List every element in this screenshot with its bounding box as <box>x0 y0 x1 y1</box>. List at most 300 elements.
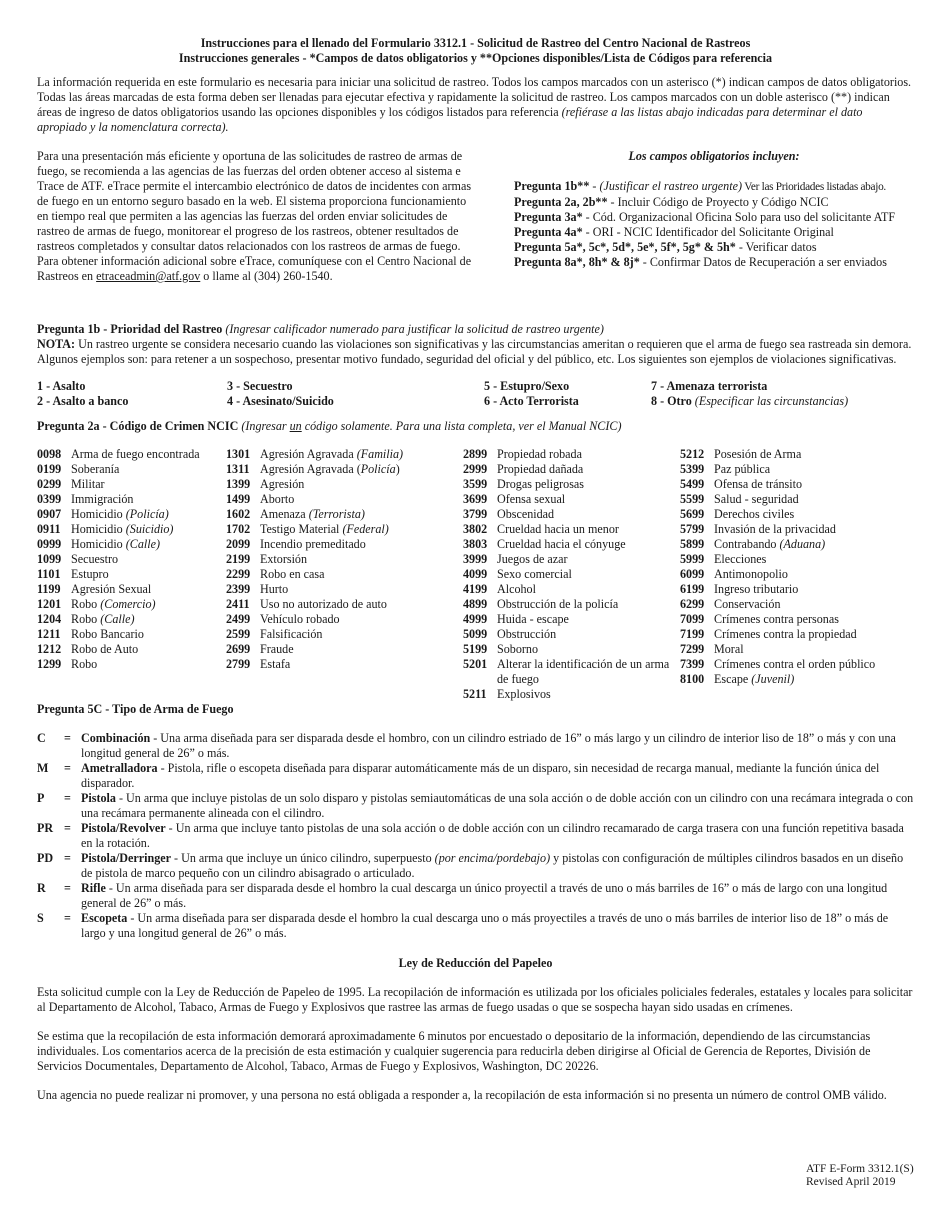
ncic-description: Robo (Comercio) <box>71 597 156 611</box>
weapon-code: S <box>37 911 44 925</box>
ncic-code-row <box>226 567 463 582</box>
priority-item: 4 - Asesinato/Suicido <box>227 394 334 408</box>
required-field-extra: Ver las Prioridades listadas abajo. <box>741 181 886 193</box>
ncic-code-row <box>37 567 226 582</box>
ncic-code: 2399 <box>226 582 251 596</box>
ncic-code-row <box>37 537 226 552</box>
weapon-equals: = <box>64 851 71 865</box>
ncic-code-row <box>463 642 680 657</box>
weapon-type-item <box>37 761 914 791</box>
ncic-description-qualifier: (Comercio) <box>100 597 156 611</box>
etrace-email-link[interactable]: etraceadmin@atf.gov <box>96 269 201 283</box>
ncic-description: Antimonopolio <box>714 567 788 581</box>
weapon-code: P <box>37 791 45 805</box>
ncic-description: Elecciones <box>714 552 767 566</box>
ncic-description: Robo (Calle) <box>71 612 135 626</box>
priority-section <box>37 322 914 409</box>
weapon-description: Pistola/Derringer - Un arma que incluye un único cilindro, superpuesto (por encima/pordebajo) y pistolas con configuración de múltiples cilindros basados en un diseño de pistola de marco pequeño con un cilindro abisagrado o articulado. <box>81 851 904 880</box>
ncic-code: 1301 <box>226 447 251 461</box>
form-footer <box>806 1163 914 1189</box>
ncic-description: Conservación <box>714 597 781 611</box>
ncic-description-qualifier: (Policía) <box>125 507 169 521</box>
ncic-description: Agresión Agravada (Policía) <box>260 462 400 476</box>
ncic-description: Crímenes contra la propiedad <box>714 627 857 641</box>
ncic-code: 3803 <box>463 537 488 551</box>
weapon-equals: = <box>64 761 71 775</box>
paperwork-heading: Ley de Reducción del Papeleo <box>398 956 553 970</box>
weapon-description: Rifle - Un arma diseñada para ser disparada desde el hombro la cual descarga un único proyectil a través de uno o más barriles de 16” o más de largo con una longitud general de 26” o más. <box>81 881 888 910</box>
ncic-code: 7399 <box>680 657 705 671</box>
weapon-equals: = <box>64 821 71 835</box>
priority-item: 5 - Estupro/Sexo <box>484 379 570 393</box>
weapon-type-item <box>37 821 914 851</box>
ncic-code: 3699 <box>463 492 488 506</box>
ncic-code: 5199 <box>463 642 488 656</box>
ncic-code: 2199 <box>226 552 251 566</box>
ncic-code-grid <box>37 447 914 702</box>
ncic-description: Vehículo robado <box>260 612 340 626</box>
ncic-description: Ingreso tributario <box>714 582 799 596</box>
ncic-code: 4199 <box>463 582 488 596</box>
ncic-description-qualifier: (Calle) <box>125 537 161 551</box>
ncic-description: Robo Bancario <box>71 627 144 641</box>
ncic-description: Soborno <box>497 642 538 656</box>
ncic-code-row <box>37 612 226 627</box>
ncic-code: 5499 <box>680 477 705 491</box>
page-title: Instrucciones para el llenado del Formulario 3312.1 - Solicitud de Rastreo del Centro Nacional de Rastreos <box>200 36 751 50</box>
ncic-code: 7299 <box>680 642 705 656</box>
ncic-code: 3999 <box>463 552 488 566</box>
ncic-code: 0299 <box>37 477 62 491</box>
ncic-code-row <box>463 522 680 537</box>
weapon-type-item <box>37 731 914 761</box>
ncic-description: Ofensa sexual <box>497 492 566 506</box>
ncic-column <box>37 447 226 702</box>
ncic-code-row <box>37 597 226 612</box>
required-field-item <box>514 255 914 270</box>
ncic-code-row <box>226 612 463 627</box>
ncic-description: Drogas peligrosas <box>497 477 584 491</box>
ncic-code: 1211 <box>37 627 61 641</box>
ncic-code-row <box>680 492 914 507</box>
ncic-description: Juegos de azar <box>497 552 568 566</box>
ncic-description: Testigo Material (Federal) <box>260 522 389 536</box>
weapon-code: PR <box>37 821 54 835</box>
ncic-code: 3799 <box>463 507 488 521</box>
ncic-description: Agresión <box>260 477 305 491</box>
ncic-section <box>37 419 914 702</box>
required-fields-box <box>514 149 914 284</box>
ncic-description: Agresión Agravada (Familia) <box>260 447 404 461</box>
ncic-code: 2411 <box>226 597 250 611</box>
ncic-description: Arma de fuego encontrada <box>71 447 200 461</box>
weapon-note: (por encima/pordebajo) <box>434 851 551 865</box>
ncic-description: Soberanía <box>71 462 120 476</box>
weapon-equals: = <box>64 881 71 895</box>
ncic-note-u: un <box>289 419 302 433</box>
ncic-code-row <box>37 522 226 537</box>
ncic-description: Obstrucción <box>497 627 557 641</box>
ncic-code: 5999 <box>680 552 705 566</box>
ncic-code-row <box>463 627 680 642</box>
ncic-code: 1201 <box>37 597 62 611</box>
weapon-name: Combinación <box>81 731 151 745</box>
ncic-code-row <box>226 462 463 477</box>
ncic-code-row <box>680 612 914 627</box>
ncic-code: 2999 <box>463 462 488 476</box>
ncic-code-row <box>680 642 914 657</box>
ncic-code-row <box>37 447 226 462</box>
required-fields-title: Los campos obligatorios incluyen: <box>628 149 800 163</box>
page-subtitle: Instrucciones generales - *Campos de datos obligatorios y **Opciones disponibles/Lista de Códigos para referencia <box>178 51 773 65</box>
ncic-code-row <box>226 642 463 657</box>
required-field-item <box>514 210 914 225</box>
ncic-description: Robo de Auto <box>71 642 139 656</box>
form-revised: Revised April 2019 <box>806 1176 896 1188</box>
ncic-description: Propiedad robada <box>497 447 582 461</box>
ncic-code: 2599 <box>226 627 251 641</box>
ncic-code-row <box>463 612 680 627</box>
ncic-code-row <box>37 507 226 522</box>
ncic-heading: Pregunta 2a - Código de Crimen NCIC <box>37 419 239 433</box>
weapon-equals: = <box>64 911 71 925</box>
priority-item-otro-label: 8 - Otro <box>651 394 692 408</box>
ncic-description-qualifier: (Suicidio) <box>125 522 174 536</box>
ncic-code: 1212 <box>37 642 62 656</box>
ncic-code: 1602 <box>226 507 251 521</box>
nota-text: Un rastreo urgente se considera necesario cuando las violaciones son significativas y las circumstancias ameritan o requieren que el arma de fuego sea rastreada sin demora. Algunos ejemplos son: para retener a un sospechoso, presentar motivo fundado, seguridad del oficial y del público, etc. Los siguientes son ejemplos de violaciones significativas. <box>37 337 912 366</box>
ncic-code-row <box>680 627 914 642</box>
ncic-code-row <box>37 552 226 567</box>
ncic-column <box>226 447 463 702</box>
ncic-description: Alcohol <box>497 582 536 596</box>
priority-item: 6 - Acto Terrorista <box>484 394 579 408</box>
ncic-code-row <box>226 477 463 492</box>
required-field-label: Pregunta 8a*, 8h* & 8j* <box>514 255 640 269</box>
ncic-description: Huida - escape <box>497 612 569 626</box>
ncic-description: Crueldad hacia el cónyuge <box>497 537 626 551</box>
ncic-description: Homicidio (Suicidio) <box>71 522 174 536</box>
weapon-type-item <box>37 851 914 881</box>
required-field-note: (Justificar el rastreo urgente) <box>599 179 742 193</box>
ncic-code: 0098 <box>37 447 62 461</box>
weapon-description: Pistola - Un arma que incluye pistolas de un solo disparo y pistolas semiautomáticas de una sola acción o de doble acción con un cilindro con una recámara integrada o con una recámara permanente alineada con el cilindro. <box>81 791 914 820</box>
ncic-description: Homicidio (Calle) <box>71 537 161 551</box>
ncic-code: 4999 <box>463 612 488 626</box>
ncic-code-row <box>463 447 680 462</box>
weapon-description: Escopeta - Un arma diseñada para ser disparada desde el hombro la cual descarga uno o más proyectiles a través de uno o más barriles de interior liso de 18” o más de largo y una longitud general de 26” o más. <box>81 911 889 940</box>
priority-heading: Pregunta 1b - Prioridad del Rastreo <box>37 322 223 336</box>
priority-item-otro-note: (Especificar las circunstancias) <box>691 394 849 408</box>
ncic-code: 7199 <box>680 627 705 641</box>
ncic-code: 1204 <box>37 612 62 626</box>
ncic-code: 2099 <box>226 537 251 551</box>
weapon-type-item <box>37 791 914 821</box>
ncic-heading-note <box>238 419 621 433</box>
weapon-name: Pistola <box>81 791 116 805</box>
ncic-code-row <box>680 567 914 582</box>
ncic-code: 1399 <box>226 477 251 491</box>
ncic-description-qualifier: Policía <box>360 462 396 476</box>
instructions-page <box>37 36 914 1103</box>
ncic-code-row <box>463 462 680 477</box>
ncic-code: 1199 <box>37 582 61 596</box>
ncic-description: Derechos civiles <box>714 507 795 521</box>
priority-item: 1 - Asalto <box>37 379 86 393</box>
priority-item-otro <box>651 394 914 409</box>
ncic-code: 2899 <box>463 447 488 461</box>
required-field-item <box>514 179 914 195</box>
ncic-description-qualifier: (Juvenil) <box>751 672 795 686</box>
ncic-description: Escape (Juvenil) <box>714 672 795 686</box>
ncic-code-row <box>226 582 463 597</box>
ncic-code-row <box>463 582 680 597</box>
required-fields-list <box>514 179 914 270</box>
ncic-description: Fraude <box>260 642 294 656</box>
ncic-description: Invasión de la privacidad <box>714 522 836 536</box>
ncic-code: 4099 <box>463 567 488 581</box>
ncic-code-row <box>226 627 463 642</box>
ncic-code-row <box>680 477 914 492</box>
ncic-description: Ofensa de tránsito <box>714 477 802 491</box>
ncic-description: Paz pública <box>714 462 771 476</box>
ncic-code: 5212 <box>680 447 705 461</box>
etrace-text: Para una presentación más eficiente y oportuna de las solicitudes de rastreo de armas de fuego, se recomienda a las agencias de las fuerzas del orden obtener acceso al sistema e Trace de ATF. eTrace permite el intercambio electrónico de datos de incidentes con armas de fuego en un entorno seguro basado en la web. El sistema proporciona funcionamiento en tiempo real que permiten a las agencias las fuerzas del orden enviar solicitudes de rastreo de armas de fuego, monitorear el progreso de los rastreos, obtener resultados de rastreos completados y consultar datos relacionados con los rastreos de armas de fuego. Para obtener información adicional sobre eTrace, comuníquese con el Centro Nacional de Rastreos en <box>37 149 472 283</box>
ncic-code-row <box>463 507 680 522</box>
ncic-code-row <box>37 582 226 597</box>
intro-paragraph <box>37 75 914 135</box>
ncic-description: Salud - seguridad <box>714 492 799 506</box>
ncic-code-row <box>226 492 463 507</box>
weapon-name: Pistola/Derringer <box>81 851 172 865</box>
ncic-code-row <box>680 522 914 537</box>
ncic-description: Crueldad hacia un menor <box>497 522 619 536</box>
ncic-code-row <box>226 552 463 567</box>
required-field-label: Pregunta 3a* <box>514 210 583 224</box>
required-field-text: - Verificar datos <box>735 240 817 254</box>
weapon-type-item <box>37 911 914 941</box>
ncic-code: 5211 <box>463 687 487 701</box>
ncic-description: Posesión de Arma <box>714 447 802 461</box>
priority-grid <box>37 379 914 409</box>
ncic-code-row <box>37 492 226 507</box>
ncic-code-row <box>680 582 914 597</box>
ncic-description-qualifier: (Terrorista) <box>308 507 365 521</box>
ncic-code: 2499 <box>226 612 251 626</box>
ncic-code: 5099 <box>463 627 488 641</box>
ncic-code: 0911 <box>37 522 61 536</box>
ncic-description: Extorsión <box>260 552 308 566</box>
weapon-type-list <box>37 731 914 941</box>
ncic-code: 3802 <box>463 522 488 536</box>
ncic-description: Explosivos <box>497 687 551 701</box>
etrace-after: o llame al (304) 260-1540. <box>200 269 333 283</box>
ncic-code-row <box>37 627 226 642</box>
ncic-code-row <box>680 447 914 462</box>
required-field-item <box>514 240 914 255</box>
ncic-code-row <box>463 597 680 612</box>
required-field-label: Pregunta 5a*, 5c*, 5d*, 5e*, 5f*, 5g* & 5h* <box>514 240 736 254</box>
ncic-code-row <box>226 537 463 552</box>
ncic-column <box>463 447 680 702</box>
weapon-description: Pistola/Revolver - Un arma que incluye tanto pistolas de una sola acción o de doble acción con un cilindro recamarado de carga trasera con una función repetitiva basada en la rotación. <box>81 821 904 850</box>
ncic-description-qualifier: (Calle) <box>100 612 135 626</box>
ncic-code: 1101 <box>37 567 61 581</box>
weapon-description: Combinación - Una arma diseñada para ser disparada desde el hombro, con un cilindro estriado de 16” o más largo y un cilindro de interior liso de 18” o más y con una longitud general de 26” o más. <box>81 731 896 760</box>
ncic-description: Uso no autorizado de auto <box>260 597 387 611</box>
ncic-description: Contrabando (Aduana) <box>714 537 826 551</box>
form-number: ATF E-Form 3312.1(S) <box>806 1163 914 1175</box>
ncic-description: Amenaza (Terrorista) <box>260 507 365 521</box>
ncic-code-row <box>680 462 914 477</box>
ncic-code-row <box>37 657 226 672</box>
ncic-code: 3599 <box>463 477 488 491</box>
ncic-code: 1311 <box>226 462 250 476</box>
ncic-heading-line <box>37 419 914 434</box>
required-field-text: - Confirmar Datos de Recuperación a ser enviados <box>639 255 887 269</box>
ncic-code-row <box>680 597 914 612</box>
ncic-code: 4899 <box>463 597 488 611</box>
weapon-name: Pistola/Revolver <box>81 821 166 835</box>
ncic-code: 6199 <box>680 582 705 596</box>
ncic-description: Propiedad dañada <box>497 462 584 476</box>
ncic-description: Militar <box>71 477 105 491</box>
ncic-description: Crímenes contra el orden público <box>714 657 876 671</box>
required-field-item <box>514 225 914 240</box>
ncic-code: 5799 <box>680 522 705 536</box>
intro-italic: (refiérase a las listas abajo indicadas para determinar el dato apropiado y la nomenclatura correcta). <box>37 105 863 134</box>
weapon-section <box>37 702 914 941</box>
intro-text: La información requerida en este formulario es necesaria para iniciar una solicitud de rastreo. Todos los campos marcados con un asterisco (*) indican campos de datos obligatorios. Todas las áreas marcadas de esta forma deben ser llenadas para ejecutar efectiva y rapidamente la solicitud de rastreo. Los campos marcados con un doble asterisco (**) indican áreas de ingreso de datos obligatorios usando las opciones disponibles y los códigos listados para referencia <box>37 75 912 119</box>
ncic-code-row <box>226 597 463 612</box>
ncic-code: 5599 <box>680 492 705 506</box>
ncic-description-qualifier: (Aduana) <box>779 537 826 551</box>
ncic-description-qualifier: (Familia) <box>356 447 404 461</box>
ncic-description: Estupro <box>71 567 109 581</box>
required-field-label: Pregunta 1b** <box>514 179 590 193</box>
weapon-equals: = <box>64 731 71 745</box>
ncic-code: 8100 <box>680 672 705 686</box>
ncic-description: Hurto <box>260 582 289 596</box>
ncic-code-row <box>680 507 914 522</box>
ncic-description: Obscenidad <box>497 507 555 521</box>
ncic-description: Obstrucción de la policía <box>497 597 619 611</box>
required-field-text: - <box>589 179 600 193</box>
ncic-code-row <box>680 537 914 552</box>
required-field-label: Pregunta 4a* <box>514 225 583 239</box>
priority-item: 2 - Asalto a banco <box>37 394 129 408</box>
required-field-text: - Incluir Código de Proyecto y Código NCIC <box>607 195 829 209</box>
nota-label: NOTA: <box>37 337 76 351</box>
priority-item: 7 - Amenaza terrorista <box>651 379 768 393</box>
weapon-name: Rifle <box>81 881 106 895</box>
ncic-code-row <box>226 522 463 537</box>
ncic-code: 5699 <box>680 507 705 521</box>
ncic-code: 2699 <box>226 642 251 656</box>
ncic-code-row <box>680 552 914 567</box>
ncic-description: Secuestro <box>71 552 119 566</box>
ncic-code-row <box>463 492 680 507</box>
ncic-code-row <box>37 477 226 492</box>
ncic-code: 6299 <box>680 597 705 611</box>
weapon-name: Escopeta <box>81 911 128 925</box>
required-field-text: - ORI - NCIC Identificador del Solicitante Original <box>582 225 834 239</box>
weapon-code: PD <box>37 851 54 865</box>
ncic-description: Falsificación <box>260 627 323 641</box>
ncic-code-row <box>226 447 463 462</box>
ncic-description: Immigración <box>71 492 134 506</box>
ncic-description: Aborto <box>260 492 295 506</box>
ncic-code: 1702 <box>226 522 251 536</box>
weapon-code: R <box>37 881 46 895</box>
ncic-description: Sexo comercial <box>497 567 572 581</box>
ncic-code: 7099 <box>680 612 705 626</box>
ncic-code: 1099 <box>37 552 62 566</box>
ncic-code-row <box>226 657 463 672</box>
ncic-code: 0399 <box>37 492 62 506</box>
ncic-code-row <box>680 672 914 687</box>
ncic-code: 5201 <box>463 657 488 671</box>
required-field-item <box>514 195 914 210</box>
weapon-heading: Pregunta 5C - Tipo de Arma de Fuego <box>37 702 234 716</box>
ncic-code-row <box>463 552 680 567</box>
ncic-code-row <box>463 687 680 702</box>
weapon-name: Ametralladora <box>81 761 158 775</box>
ncic-code-row <box>37 642 226 657</box>
ncic-description: Robo <box>71 657 98 671</box>
ncic-description: Moral <box>714 642 744 656</box>
etrace-paragraph <box>37 149 472 284</box>
paperwork-p1: Esta solicitud cumple con la Ley de Reducción de Papeleo de 1995. La recopilación de información es utilizada por los oficiales policiales federales, estatales y locales para solicitar al Departamento de Alcohol, Tabaco, Armas de Fuego y Explosivos que rastree las armas de fuego usadas o que se sospecha hayan sido usadas en crímenes. <box>37 985 913 1014</box>
priority-item: 3 - Secuestro <box>227 379 293 393</box>
required-field-text: - Cód. Organizacional Oficina Solo para uso del solicitante ATF <box>582 210 896 224</box>
paperwork-p2: Se estima que la recopilación de esta información demorará aproximadamente 6 minutos por encuestado o depositario de la información, dependiendo de las circumstancias individuales. Los comentarios acerca de la precisión de esta estimación y cualquier sugerencia para reducirla deben dirigirse al Oficial de Gerencia de Reportes, División de Servicios Documentales, Departamento de Alcohol, Tabaco, Armas de Fuego y Explosivos, Washington, DC 20226. <box>37 1029 871 1073</box>
weapon-equals: = <box>64 791 71 805</box>
ncic-code: 0907 <box>37 507 62 521</box>
ncic-code: 2799 <box>226 657 251 671</box>
ncic-description: Robo en casa <box>260 567 325 581</box>
ncic-description: Estafa <box>260 657 291 671</box>
priority-nota <box>37 337 914 367</box>
two-column-section <box>37 149 914 284</box>
ncic-note-b: código solamente. Para una lista completa, ver el Manual NCIC) <box>301 419 622 433</box>
ncic-description-qualifier: (Federal) <box>342 522 389 536</box>
ncic-code: 5399 <box>680 462 705 476</box>
ncic-column <box>680 447 914 702</box>
weapon-code: M <box>37 761 49 775</box>
weapon-description: Ametralladora - Pistola, rifle o escopeta diseñada para disparar automáticamente más de un disparo, sin necesidad de recarga manual, mediante la función única del disparador. <box>81 761 880 790</box>
ncic-code: 0199 <box>37 462 62 476</box>
ncic-note-a: (Ingresar <box>238 419 290 433</box>
ncic-code-row <box>680 657 914 672</box>
ncic-code-row <box>37 462 226 477</box>
weapon-type-item <box>37 881 914 911</box>
ncic-code: 2299 <box>226 567 251 581</box>
ncic-code: 1499 <box>226 492 251 506</box>
paperwork-p3: Una agencia no puede realizar ni promover, y una persona no está obligada a responder a, la recopilación de esta información si no presenta un número de control OMB válido. <box>37 1088 887 1102</box>
required-field-label: Pregunta 2a, 2b** <box>514 195 608 209</box>
ncic-description: Homicidio (Policía) <box>71 507 169 521</box>
ncic-description: Crímenes contra personas <box>714 612 839 626</box>
ncic-code-row <box>226 507 463 522</box>
ncic-code-row <box>463 567 680 582</box>
ncic-code: 6099 <box>680 567 705 581</box>
ncic-code-row <box>463 657 680 687</box>
ncic-description: Agresión Sexual <box>71 582 152 596</box>
ncic-code: 5899 <box>680 537 705 551</box>
ncic-code: 1299 <box>37 657 62 671</box>
priority-heading-line <box>37 322 914 337</box>
